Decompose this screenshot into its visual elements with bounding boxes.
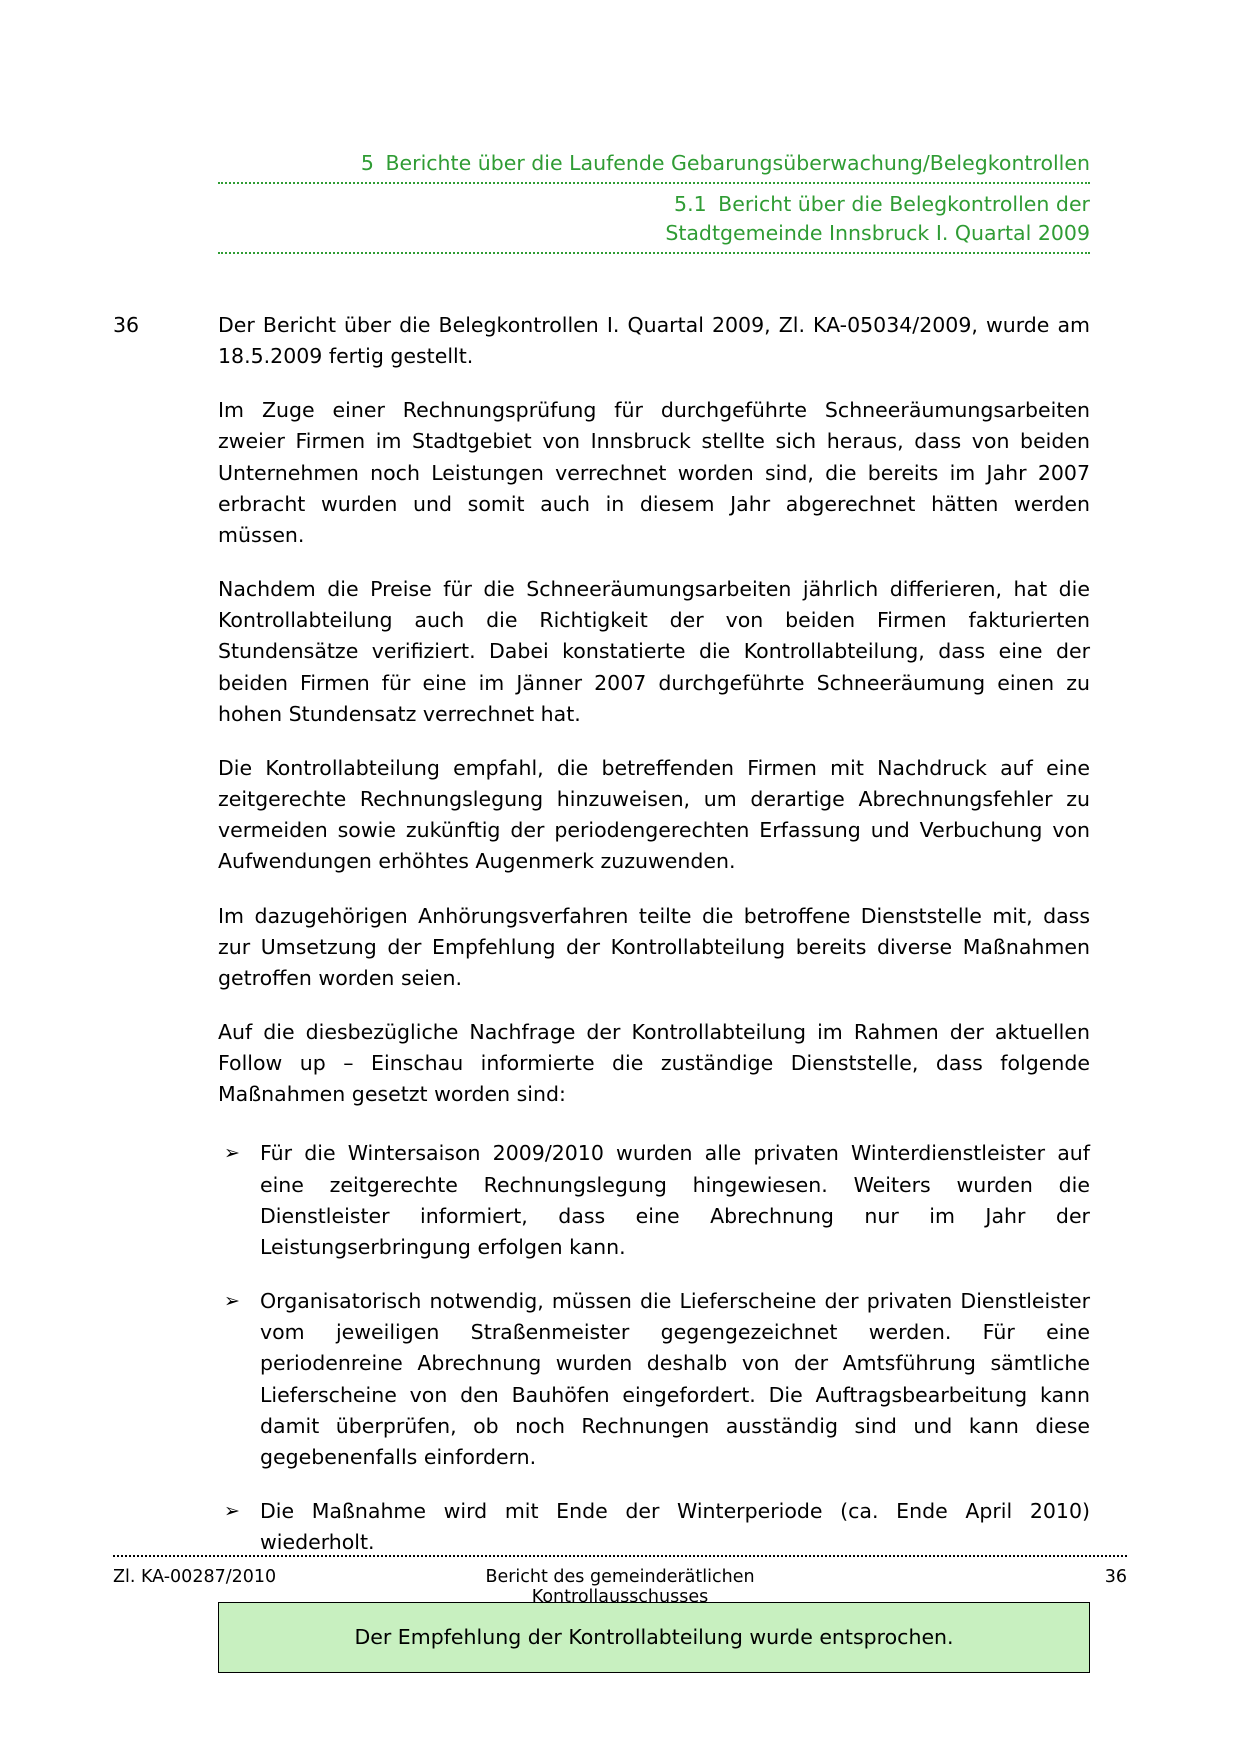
list-item xyxy=(218,1496,1090,1558)
paragraph: Im Zuge einer Rechnungsprüfung für durchgeführte Schneeräumungsarbeiten zweier Firmen im Stadtgebiet von Innsbruck stellte sich heraus, dass von beiden Unternehmen noch Leistungen verrechnet worden sind, die bereits im Jahr 2007 erbracht wurden und somit auch in diesem Jahr abgerechnet hätten werden müssen. xyxy=(218,398,1090,547)
list-item-text: Für die Wintersaison 2009/2010 wurden alle privaten Winterdienstleister auf eine zeitgerechte Rechnungslegung hingewiesen. Weiters wurden die Dienstleister informiert, dass eine Abrechnung nur im Jahr der Leistungserbringung erfolgen kann. xyxy=(260,1141,1090,1259)
header-divider-bottom xyxy=(218,252,1090,254)
footer-document-title: Bericht des gemeinderätlichen Kontrollausschusses xyxy=(485,1567,755,1607)
list-item xyxy=(218,1286,1090,1473)
callout-container xyxy=(0,1602,1240,1673)
chapter-number: 5 xyxy=(360,151,374,175)
list-item xyxy=(218,1138,1090,1263)
arrow-bullet-icon: ➢ xyxy=(224,1500,240,1522)
arrow-bullet-icon: ➢ xyxy=(224,1142,240,1165)
section-heading xyxy=(218,190,1090,249)
measures-list xyxy=(0,1138,1240,1558)
first-paragraph-row xyxy=(0,310,1240,1110)
arrow-bullet-icon: ➢ xyxy=(224,1290,240,1313)
section-number: 5.1 xyxy=(674,191,707,216)
chapter-title: Berichte über die Laufende Gebarungsüberwachung/Belegkontrollen xyxy=(385,151,1090,175)
list-item-text: Organisatorisch notwendig, müssen die Lieferscheine der privaten Dienstleister vom jeweiligen Straßenmeister gegengezeichnet werden. Für eine periodenreine Abrechnung wurden deshalb von der Amtsführung sämtliche Lieferscheine von den Bauhöfen eingefordert. Die Auftragsbearbeitung kann damit überprüfen, ob noch Rechnungen ausständig sind und kann diese gegebenenfalls einfordern. xyxy=(260,1289,1090,1469)
section-title-line-1: Bericht über die Belegkontrollen der xyxy=(718,191,1090,216)
paragraph: Auf die diesbezügliche Nachfrage der Kontrollabteilung im Rahmen der aktuellen Follow up – Einschau informierte die zuständige Dienststelle, dass folgende Maßnahmen gesetzt worden sind: xyxy=(218,1019,1090,1107)
header-divider-top xyxy=(218,182,1090,184)
margin-paragraph-number: 36 xyxy=(113,313,140,337)
list-item-text: Die Maßnahme wird mit Ende der Winterperiode (ca. Ende April 2010) wiederholt. xyxy=(260,1499,1090,1555)
footer-divider xyxy=(113,1555,1127,1557)
paragraph: Nachdem die Preise für die Schneeräumungsarbeiten jährlich differieren, hat die Kontrollabteilung auch die Richtigkeit der von beiden Firmen fakturierten Stundensätze verifiziert. Dabei konstatierte die Kontrollabteilung, dass eine der beiden Firmen für eine im Jänner 2007 durchgeführte Schneeräumung einen zu hohen Stundensatz verrechnet hat. xyxy=(218,577,1090,726)
page-footer xyxy=(113,1555,1127,1607)
document-body xyxy=(0,310,1240,1673)
chapter-heading xyxy=(218,148,1090,179)
paragraph: Im dazugehörigen Anhörungsverfahren teilte die betroffene Dienststelle mit, dass zur Umsetzung der Empfehlung der Kontrollabteilung bereits diverse Maßnahmen getroffen worden seien. xyxy=(218,903,1090,990)
conclusion-callout: Der Empfehlung der Kontrollabteilung wurde entsprochen. xyxy=(218,1602,1090,1673)
footer-page-number: 36 xyxy=(1104,1567,1127,1587)
paragraph: Die Kontrollabteilung empfahl, die betreffenden Firmen mit Nachdruck auf eine zeitgerechte Rechnungslegung hinzuweisen, um derartige Abrechnungsfehler zu vermeiden sowie zukünftig der periodengerechten Erfassung und Verbuchung von Aufwendungen erhöhtes Augenmerk zuzuwenden. xyxy=(218,755,1090,874)
footer-row xyxy=(113,1567,1127,1607)
section-title-line-2: Stadtgemeinde Innsbruck I. Quartal 2009 xyxy=(665,221,1090,246)
section-heading-line-1 xyxy=(218,190,1090,220)
footer-reference-number: Zl. KA-00287/2010 xyxy=(113,1567,277,1587)
page-header xyxy=(218,148,1090,260)
paragraph: Der Bericht über die Belegkontrollen I. Quartal 2009, Zl. KA-05034/2009, wurde am 18.5.2009 fertig gestellt. xyxy=(218,313,1090,369)
